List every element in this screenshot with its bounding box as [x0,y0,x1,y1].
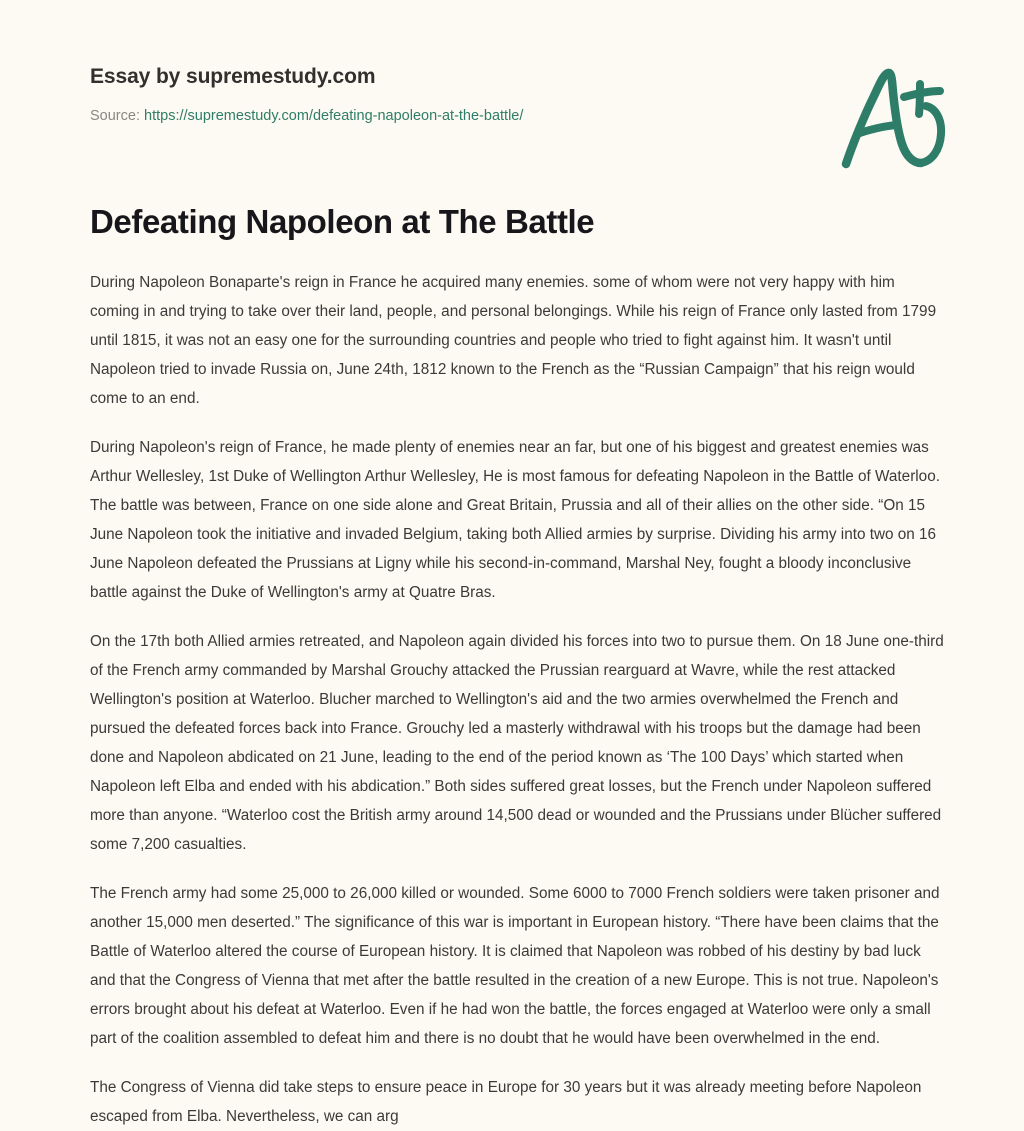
paragraph: The French army had some 25,000 to 26,000 killed or wounded. Some 6000 to 7000 French soldiers were taken prisoner and another 15,000 men deserted.” The significance of this war is important in European history. “There have been claims that the Battle of Waterloo altered the course of European history. It is claimed that Napoleon was robbed of his destiny by bad luck and that the Congress of Vienna that met after the battle resulted in the creation of a new Europe. This is not true. Napoleon's errors brought about his defeat at Waterloo. Even if he had won the battle, the forces engaged at Waterloo were only a small part of the coalition assembled to defeat him and there is no doubt that he would have been overwhelmed in the end. [90,884,940,1047]
paragraph: During Napoleon Bonaparte's reign in France he acquired many enemies. some of whom were not very happy with him coming in and trying to take over their land, people, and personal belongings. While his reign of France only lasted from 1799 until 1815, it was not an easy one for the surrounding countries and people who tried to fight against him. It wasn't until Napoleon tried to invade Russia on, June 24th, 1812 known to the French as the “Russian Campaign” that his reign would come to an end. [90,273,937,407]
source-url-link[interactable]: https://supremestudy.com/defeating-napoleon-at-the-battle/ [144,108,524,125]
paragraph: The Congress of Vienna did take steps to ensure peace in Europe for 30 years but it was already meeting before Napoleon escaped from Elba. Nevertheless, we can arg [90,1078,922,1125]
article [90,202,946,1131]
article-body [90,268,946,1131]
page-title: Defeating Napoleon at The Battle [90,203,595,241]
paragraph: On the 17th both Allied armies retreated, and Napoleon again divided his forces into two to pursue them. On 18 June one-third of the French army commanded by Marshal Grouchy attacked the Prussian rearguard at Wavre, while the rest attacked Wellington's position at Waterloo. Blucher marched to Wellington's aid and the two armies overwhelmed the French and pursued the defeated forces back into France. Grouchy led a masterly withdrawal with his troops but the damage had been done and Napoleon abdicated on 21 June, leading to the end of the period known as ‘The 100 Days’ which started when Napoleon left Elba and ended with his abdication.” Both sides suffered great losses, but the French under Napoleon suffered more than anyone. “Waterloo cost the British army around 14,500 dead or wounded and the Prussians under Blücher suffered some 7,200 casualties. [90,632,944,853]
a-plus-handwritten-logo-icon [830,60,958,178]
source-label: Source: [90,108,140,125]
paragraph: During Napoleon's reign of France, he made plenty of enemies near an far, but one of his biggest and greatest enemies was Arthur Wellesley, 1st Duke of Wellington Arthur Wellesley, He is most famous for defeating Napoleon in the Battle of Waterloo. The battle was between, France on one side alone and Great Britain, Prussia and all of their allies on the other side. “On 15 June Napoleon took the initiative and invaded Belgium, taking both Allied armies by surprise. Dividing his army into two on 16 June Napoleon defeated the Prussians at Ligny while his second-in-command, Marshal Ney, fought a bloody inconclusive battle against the Duke of Wellington's army at Quatre Bras. [90,438,940,601]
page-header [90,0,946,126]
site-title: Essay by supremestudy.com [90,65,376,88]
source-line [90,107,946,126]
